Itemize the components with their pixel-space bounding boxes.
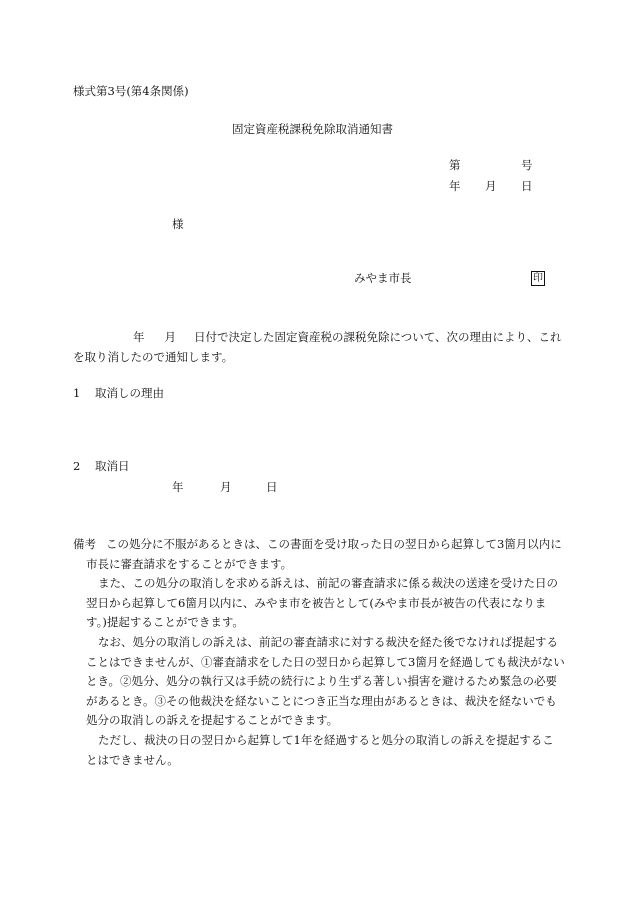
cancel-date-year: 年 <box>172 480 184 494</box>
doc-date-day: 日 <box>521 179 533 193</box>
remarks-paragraph: 備考 この処分に不服があるときは、この書面を受け取った日の翌日から起算して3箇月以内に市長に審査請求をすることができます。 <box>73 537 562 571</box>
section-1-label: 取消しの理由 <box>95 386 164 400</box>
remarks-paragraph: また、この処分の取消しを求める訴えは、前記の審査請求に係る裁決の送達を受けた日の翌日から起算して6箇月以内に、みやま市を被告として(みやま市長が被告の代表になります。)提起することができます。 <box>86 576 558 630</box>
notice-month: 月 <box>164 330 176 344</box>
issuer-name: みやま市長 <box>354 271 412 285</box>
seal-mark <box>531 271 545 286</box>
section-1-number: 1 <box>73 386 81 400</box>
seal-icon: 印 <box>533 273 543 284</box>
notice-paragraph <box>73 328 563 367</box>
doc-date-month: 月 <box>485 179 497 193</box>
doc-number-prefix: 第 <box>449 158 461 172</box>
doc-number-suffix: 号 <box>521 158 533 172</box>
section-2-label: 取消日 <box>95 459 130 473</box>
cancel-date-month: 月 <box>220 480 232 494</box>
remarks-block <box>73 535 565 770</box>
cancel-date-day: 日 <box>266 480 278 494</box>
document-title: 固定資産税課税免除取消通知書 <box>232 122 393 136</box>
doc-date-year: 年 <box>449 179 461 193</box>
remarks-heading: 備考 <box>73 537 96 551</box>
addressee-honorific: 様 <box>172 217 184 231</box>
remarks-paragraph: なお、処分の取消しの訴えは、前記の審査請求に対する裁決を経た後でなければ提起することはできませんが、①審査請求をした日の翌日から起算して3箇月を経過しても裁決がないとき。②処分、処分の執行又は手続の続行により生ずる著しい損害を避けるため緊急の必要があるとき。③その他裁決を経ないことにつき正当な理由があるときは、裁決を経ないでも処分の取消しの訴えを提起することができます。 <box>86 634 565 728</box>
notice-year: 年 <box>133 330 145 344</box>
section-2-number: 2 <box>73 459 81 473</box>
remarks-paragraph: ただし、裁決の日の翌日から起算して1年を経過すると処分の取消しの訴えを提起することはできません。 <box>86 732 554 767</box>
form-number: 様式第3号(第4条関係) <box>73 84 189 98</box>
notice-text: 日付で決定した固定資産税の課税免除について、次の理由により、これを取り消したので通知します。 <box>73 330 562 364</box>
